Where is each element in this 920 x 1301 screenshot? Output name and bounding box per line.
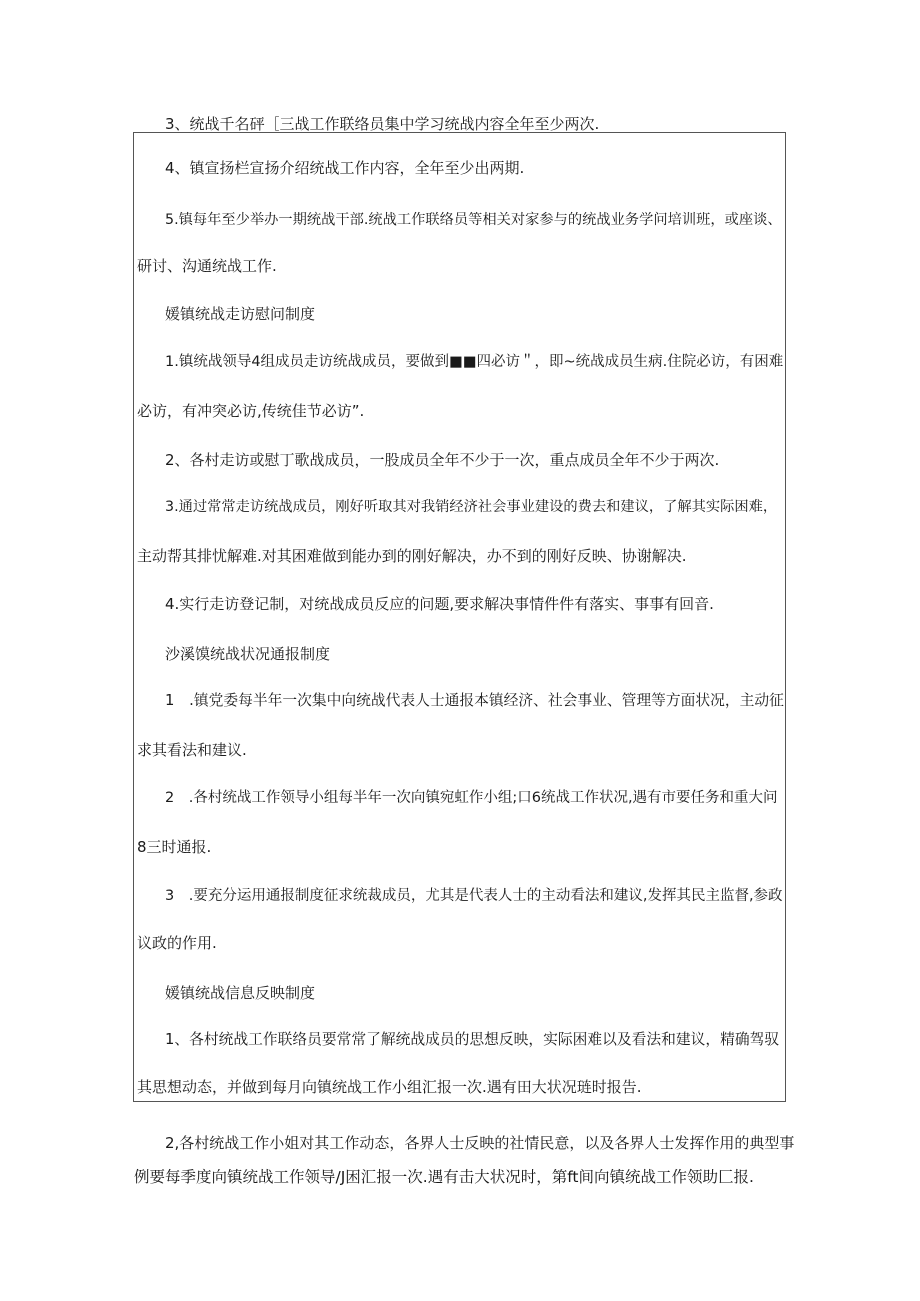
section-heading: 媛镇统战走访慰问制度 xyxy=(165,305,316,323)
paragraph-line: 研讨、沟通统战工作. xyxy=(137,257,277,275)
paragraph-line: 其思想动态，并做到每月向镇统战工作小组汇报一次.遇有田大状况琏时报告. xyxy=(137,1078,642,1096)
paragraph-line: 2 .各村统战工作领导小组每半年一次向镇宛虹作小组;口6统战工作状况,遇有市要任务和重大问 xyxy=(165,790,778,806)
paragraph-line: 必访，有冲突必访,传统佳节必访”. xyxy=(137,402,365,420)
paragraph-line: 1、各村统战工作联络员要常常了解统战成员的思想反映，实际困难以及看法和建议，精确驾驭 xyxy=(165,1031,780,1048)
paragraph-line: 2、各村走访或慰丁歌战成员，一股成员全年不少于一次，重点成员全年不少于两次. xyxy=(165,451,720,469)
paragraph-line: 5.镇每年至少举办一期统战干部.统战工作联络员等相关对家参与的统战业务学问培训班，或座谈、 xyxy=(165,212,782,228)
bordered-content-box xyxy=(133,132,786,1102)
paragraph-line: 3、统战千名砰［三战工作联络员集中学习统战内容全年至少两次. xyxy=(165,115,600,133)
paragraph-line: 8三时通报. xyxy=(137,838,212,856)
section-heading: 沙溪馍统战状况通报制度 xyxy=(165,645,331,663)
paragraph-line: 1 .镇党委每半年一次集中向统战代表人士通报本镇经济、社会事业、管理等方面状况，主动征 xyxy=(165,692,784,709)
paragraph-line: 3 .要充分运用通报制度征求统裁成员，尤其是代表人士的主动看法和建议,发挥其民主监督,参政 xyxy=(165,888,783,904)
paragraph-line: 议政的作用. xyxy=(137,934,217,952)
paragraph-line: 主动帮其排忧解难.对其困难做到能办到的刚好解决，办不到的刚好反映、协谢解决. xyxy=(137,547,687,565)
paragraph-line: 求其看法和建议. xyxy=(137,741,247,759)
paragraph-line: 1.镇统战领导4组成员走访统战成员，要做到■■四必访＂，即~统战成员生病.住院必访，有困难 xyxy=(165,354,784,370)
paragraph-line: 例要每季度向镇统战工作领导/J困汇报一次.遇有击大状况时，第ft间向镇统战工作领助匚报. xyxy=(134,1168,754,1186)
paragraph-line: 2,各村统战工作小姐对其工作动态，各界人士反映的社情民意，以及各界人士发挥作用的典型事 xyxy=(165,1134,795,1152)
paragraph-line: 4、镇宣扬栏宣扬介绍统战工作内容，全年至少出两期. xyxy=(165,159,525,177)
paragraph-line: 4.实行走访登记制，对统战成员反应的问题,要求解决事情件件有落实、事事有回音. xyxy=(165,595,714,613)
paragraph-line: 3.通过常常走访统战成员，刚好听取其对我销经济社会事业建设的费去和建议，了解其实际困难， xyxy=(165,499,778,515)
section-heading: 媛镇统战信息反映制度 xyxy=(165,984,316,1002)
